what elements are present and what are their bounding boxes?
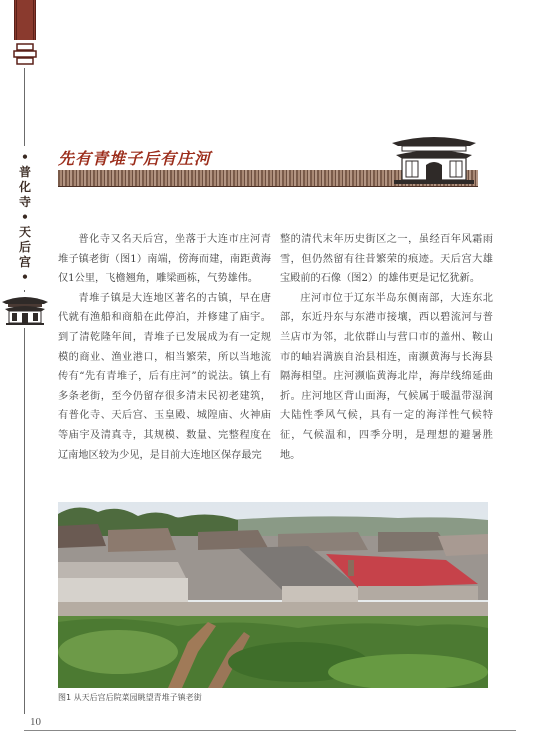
side-ornament-bar	[14, 0, 36, 40]
text-column-right	[280, 230, 493, 465]
side-char: 普	[18, 165, 31, 179]
side-rule-bottom	[24, 328, 25, 714]
side-char: •	[21, 270, 29, 284]
paragraph: 庄河市位于辽东半岛东侧南部，大连东北部，东近丹东与东港市接壤，西以碧流河与普兰店市为邻，北依群山与营口市的盖州、鞍山市的岫岩满族自治县相连，南濒黄海与长海县隔海相望。庄河濒临黄海北岸，海岸线绵延曲折。庄河地区背山面海，气候属于暖温带湿润大陆性季风气候，具有一定的海洋性气候特征，气候温和，四季分明，是理想的避暑胜地。	[280, 292, 493, 461]
bottom-rule	[24, 730, 516, 731]
article-title: 先有青堆子后有庄河	[58, 149, 212, 168]
figure-caption: 图1 从天后宫后院菜园眺望青堆子镇老街	[58, 693, 202, 702]
paragraph: 青堆子镇是大连地区著名的古镇，早在唐代就有渔船和商船在此停泊，并修建了庙宇。到了清乾隆年间，青堆子已发展成为有一定规模的商业、渔业港口，相当繁荣，所以当地流传有“先有青堆子，后有庄河”的说法。镇上有多条老街，至今仍留存很多清末民初老建筑，有普化寺、天后宫、玉皇殿、城隍庙、火神庙等庙宇及清真寺，其规模、数量、完整程度在辽南地区较为少见，是目前大连地区保存最完	[58, 292, 271, 461]
page-number: 10	[30, 716, 41, 728]
paragraph: 整的清代末年历史街区之一，虽经百年风霜雨雪，但仍然留有往昔繁荣的痕迹。天后宫大雄宝殿前的石像（图2）的雄伟更是记忆犹新。	[280, 234, 493, 285]
side-char: 后	[18, 240, 31, 254]
temple-silhouette-icon	[0, 292, 50, 326]
side-char: •	[21, 210, 29, 224]
side-char: 寺	[18, 195, 31, 209]
old-street-photo	[58, 502, 488, 688]
side-char: 宫	[18, 255, 31, 269]
paragraph: 普化寺又名天后宫，坐落于大连市庄河青堆子镇老街（图1）南端，傍海而建，南距黄海仅1公里，飞檐翘角，雕梁画栋，气势雄伟。	[58, 234, 271, 285]
side-char: •	[21, 150, 29, 164]
knot-ornament-icon	[11, 42, 39, 66]
temple-illustration-icon	[388, 131, 480, 187]
side-section-title	[16, 150, 34, 285]
side-char: 天	[18, 225, 31, 239]
side-char: 化	[18, 180, 31, 194]
text-column-left	[58, 230, 271, 465]
side-rule-top	[24, 68, 25, 146]
